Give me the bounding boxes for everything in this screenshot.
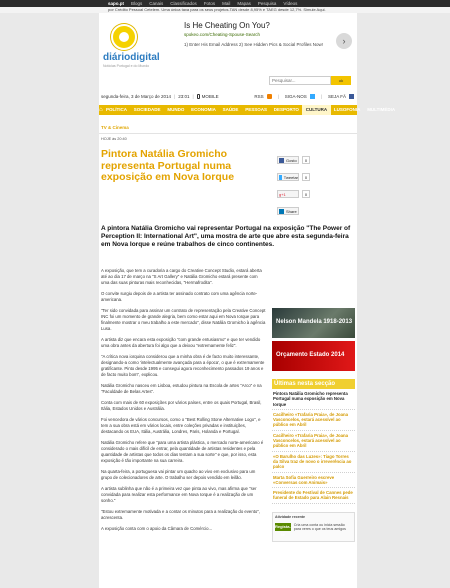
nav-item-mundo[interactable]: MUNDO [167, 107, 185, 112]
tweet-button[interactable] [277, 173, 299, 181]
mobile-icon [197, 94, 200, 99]
twitter-count: 0 [302, 173, 310, 181]
article-paragraph: "Estou extremamente motivada e a contar os minutos para a realização do evento", acrescenta. [101, 509, 261, 521]
share-buttons [277, 155, 321, 223]
top-bar [0, 0, 450, 7]
article-paragraph: "Ter sido convidada para assinar um contrato de representação pela Creative Concept INC foi um momento de grande alegria, bem como estar aqui em Nova Iorque para finalmente mostrar o meu trabalho a este mercado", disse Natália Gromicho à agência Lusa. [101, 308, 266, 331]
topbar-link[interactable]: Pesquisa [257, 1, 277, 6]
facebook-activity-box [272, 512, 355, 542]
nav-item-multimedia[interactable]: MULTIMÉDIA [367, 107, 396, 112]
latest-item[interactable]: Marta Sofia Guerreiro escreve «Conversas com Animais» [272, 473, 355, 489]
nav-item-saude[interactable]: SAÚDE [222, 107, 239, 112]
nav-item-economia[interactable]: ECONOMIA [191, 107, 216, 112]
nav-item-politica[interactable]: POLÍTICA [106, 107, 128, 112]
search-form [269, 76, 351, 85]
nav-item-desporto[interactable]: DESPORTO [273, 107, 299, 112]
ad-description: 1) Enter His Email Address 2) See Hidden Pics & Social Profiles Now! [184, 42, 324, 47]
home-icon[interactable]: ⌂ [99, 107, 103, 113]
article-paragraph: Natália Gromicho nasceu em Lisboa, estudou pintura na Escola de artes "Arco" e na "Faculdade de Belas Artes". [101, 383, 262, 394]
sapo-logo[interactable]: sapo.pt [108, 1, 125, 6]
linkedin-label: Share [286, 208, 297, 214]
logo-icon [111, 24, 137, 50]
facebook-count: 0 [302, 156, 310, 164]
article-date: HOJE às 20:40 [101, 137, 127, 141]
article-paragraph: Natália Gromicho refere que "para uma artista plástica, o mercado norte-americano é considerado o mais difícil de entrar, pela quantidade de artistas residentes e pela quantidade de artistas que todos os dias tentam a sua sorte" e que, por isso, esta exposição é tão importante na sua carreira. [101, 440, 264, 464]
article-paragraph: O convite surgiu depois de a artista ter assinado contrato com uma agência norte-americana. [101, 291, 258, 302]
search-input[interactable] [269, 76, 331, 85]
current-date: segunda-feira, 3 de Março de 2014 [101, 94, 172, 99]
article-body [101, 268, 267, 538]
ad-url[interactable]: spokeo.com/Cheating-Spouse-Search [184, 32, 261, 37]
article-paragraph: A artista sublinha que não é a primeira vez que pinta ao vivo, mas afirma que "ser convidada para realizar esta performance em Nova Iorque é a realização de um sonho." [101, 486, 257, 504]
rss-icon[interactable] [267, 94, 272, 99]
latest-item[interactable]: «O Barulho das Luzes»: Tiago Torres da Silva traz de novo o irreverência ao palco [272, 452, 355, 473]
topbar-link[interactable]: Mail [222, 1, 231, 6]
topbar-link[interactable]: Classificados [170, 1, 197, 6]
date-bar: segunda-feira, 3 de Março de 2014 | 23:01 | MOBILE RSS | SIGA-NOS | SEJA FÃ [99, 92, 357, 101]
latest-item[interactable]: Cacilheiro «Trafaria Praia», de Joana Vasconcelos, estará acessível ao público em Abril [272, 410, 355, 431]
facebook-like-label: Gosto [286, 157, 297, 163]
article-lead: A pintora Natália Gromicho vai representar Portugal na exposição "The Power of Perception II: International Art", uma mostra de arte que abre esta segunda-feira em Nova Iorque e reúne trabalhos de cinco continentes. [101, 225, 351, 249]
main-nav [99, 105, 396, 115]
article-paragraph: Foi vencedora de vários concursos, como o "Best Rolling Stone Alternative Logo", e tem a sua obra está em vários locais, entre coleções privadas e instituições, destacando os EUA, Itália, Austrália, Londres, Paris, Holanda e Portugal. [101, 417, 261, 435]
rss-link[interactable]: RSS [254, 94, 264, 99]
gplus-count: 0 [302, 190, 310, 198]
twitter-icon[interactable] [310, 94, 315, 99]
article-paragraph: A exposição, que tem a curadoria a cargo do Creative Concept Studio, estará aberta até ao dia 17 de março na "S Art Gallery" e Natália Gromicho estará presente com uma das suas pinturas mais reconhecidas, "Hermafrodita". [101, 268, 262, 285]
logo-tagline: Notícias Portugal e do Mundo [103, 64, 150, 68]
current-time: 23:01 [178, 94, 190, 99]
article-paragraph: A exposição conta com o apoio da Câmara de Comércio... [101, 526, 213, 532]
article-paragraph: Conta com mais de 60 exposições por vários países, entre os quais Portugal, Brasil, Itália, Estados Unidos e Austrália. [101, 400, 262, 412]
ad-title[interactable]: Is He Cheating On You? [184, 21, 270, 30]
article-title: Pintora Natália Gromicho representa Portugal numa exposição em Nova Iorque [101, 148, 235, 183]
mobile-link[interactable]: MOBILE [201, 94, 219, 99]
fb-activity-title: Atividade recente [275, 514, 305, 519]
follow-label: SIGA-NOS [284, 94, 307, 99]
budget-banner-label: Orçamento Estado 2014 [276, 352, 345, 358]
mandela-banner-label: Nelson Mandela 1918-2013 [276, 319, 353, 325]
tweet-label: Tweetar [283, 174, 298, 180]
logo-name: diáriodigital [103, 52, 160, 63]
facebook-like-button[interactable] [277, 156, 299, 164]
latest-item[interactable]: Cacilheiro «Trafaria Praia», de Joana Vasconcelos, estará acessível ao público em Abril [272, 431, 355, 452]
facebook-icon [279, 158, 284, 163]
mandela-banner[interactable] [272, 308, 355, 338]
topbar-link[interactable]: Canais [149, 1, 164, 6]
ad-strip[interactable]: por Crédito Pessoal Cetelem. Uma única taxa para os seus projetos.TAN desde 8,95% e TAEG desde 12,7%. Simule Aqui. [0, 7, 450, 13]
sidebar [272, 308, 355, 542]
twitter-icon [279, 175, 282, 180]
gplus-button[interactable] [277, 190, 299, 198]
like-label: SEJA FÃ [327, 94, 346, 99]
latest-section-heading: Últimas nesta secção [272, 379, 355, 389]
topbar-link[interactable]: Fotos [203, 1, 216, 6]
article-paragraph: "A crítica nova iorquina considerou que a minha obra é de facto muito interessante, designando-a como 'intelectualmente avançada para a época', o que é extremamente gratificante. Pinto desde 1995 e consegui agora reconhecimento passados 19 anos e de facto muito bom", explicou. [101, 354, 265, 377]
facebook-icon[interactable] [349, 94, 354, 99]
chevron-right-icon[interactable]: › [336, 33, 352, 49]
article-paragraph: A artista diz que encara esta exposição "com grande entusiasmo" e que ter vendido uma obra antes da abertura foi algo que a deixou "extremamente feliz". [101, 337, 261, 348]
latest-item[interactable]: Presidente do Festival de Cannes pede funeral de Estado para Alain Resnais [272, 488, 355, 504]
topbar-link[interactable]: Vídeos [283, 1, 298, 6]
advertisement[interactable] [184, 21, 352, 69]
topbar-link[interactable]: Blogs [131, 1, 143, 6]
site-logo[interactable] [103, 21, 173, 71]
nav-item-cultura[interactable]: CULTURA [302, 105, 330, 115]
nav-item-lusofonia[interactable]: LUSOFONIA [333, 107, 361, 112]
fb-activity-text: Cria uma conta ou inicia sessão para veres o que os teus amigos [293, 522, 346, 531]
divider [99, 133, 357, 134]
budget-banner[interactable] [272, 341, 355, 371]
breadcrumb[interactable]: TV & Cinema [101, 125, 129, 130]
content-wrapper [99, 13, 396, 588]
linkedin-icon [279, 209, 284, 214]
nav-item-pessoas[interactable]: PESSOAS [245, 107, 267, 112]
nav-item-sociedade[interactable]: SOCIEDADE [133, 107, 161, 112]
register-button[interactable]: Regista-te [275, 523, 291, 537]
search-button[interactable]: ok [331, 76, 351, 85]
article-paragraph: Na quarta-feira, a portuguesa vai pintar um quadro ao vivo em exclusivo para um grupo de colecionadores de arte. O trabalho ser depois vendido em leilão. [101, 469, 256, 481]
gplus-label: g+1 [279, 191, 286, 197]
linkedin-share-button[interactable] [277, 207, 299, 215]
topbar-link[interactable]: Mapas [237, 1, 251, 6]
latest-item[interactable]: Pintora Natália Gromicho representa Portugal numa exposição em Nova Iorque [272, 389, 355, 410]
